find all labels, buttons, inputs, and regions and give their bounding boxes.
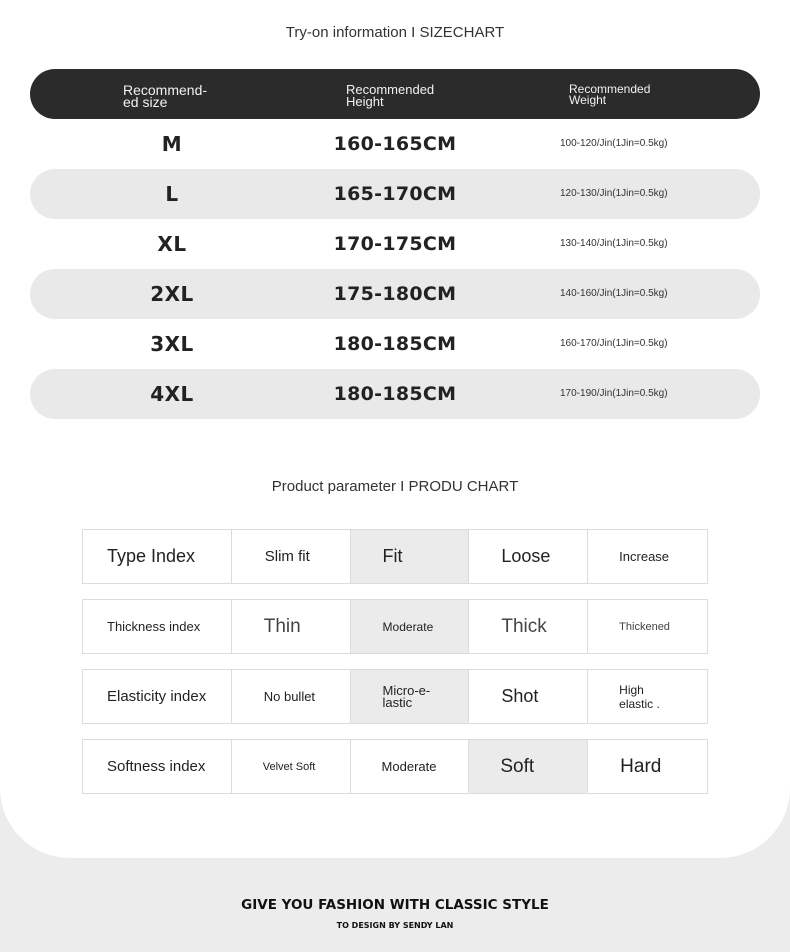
- footer-tagline: GIVE YOU FASHION WITH CLASSIC STYLE: [241, 897, 549, 913]
- header-weight: [569, 84, 689, 106]
- param-option-selected: [351, 670, 470, 723]
- height-value: 160-165CM: [333, 133, 457, 155]
- param-label: [83, 530, 232, 583]
- size-row-xl: [30, 219, 760, 269]
- param-option: [588, 670, 707, 723]
- param-option: [232, 600, 351, 653]
- param-option: [469, 670, 588, 723]
- param-option: [351, 740, 470, 793]
- param-option: [232, 670, 351, 723]
- param-label: [83, 670, 232, 723]
- param-label: [83, 600, 232, 653]
- param-option: [469, 600, 588, 653]
- param-option: [588, 600, 707, 653]
- header-weight-line2: Weight: [569, 93, 607, 107]
- height-value: 175-180CM: [333, 283, 457, 305]
- param-row-elasticity: [82, 669, 708, 724]
- parameter-chart-title: Product parameter I PRODU CHART: [271, 478, 519, 495]
- param-option: [469, 530, 588, 583]
- height-value: 180-185CM: [333, 383, 457, 405]
- height-value: 170-175CM: [333, 233, 457, 255]
- footer-credit: TO DESIGN BY SENDY LAN: [336, 921, 454, 930]
- weight-value: 120-130/Jin(1Jin=0.5kg): [560, 188, 668, 199]
- size-value: 3XL: [150, 332, 194, 356]
- param-option-text: Moderate: [381, 759, 437, 774]
- size-row-3xl: [30, 319, 760, 369]
- header-height-line1: Recommended: [346, 82, 435, 97]
- param-label-text: Thickness index: [107, 619, 201, 634]
- header-size-line2: ed size: [123, 94, 168, 110]
- param-label-text: Type Index: [107, 546, 196, 566]
- header-height-line2: Height: [346, 94, 384, 109]
- height-value: 165-170CM: [333, 183, 457, 205]
- param-row-type: [82, 529, 708, 584]
- param-option-text: No bullet: [263, 689, 316, 704]
- param-option-text: Hard: [620, 755, 662, 777]
- size-value: M: [161, 132, 183, 156]
- weight-value: 170-190/Jin(1Jin=0.5kg): [560, 388, 668, 399]
- param-label-text: Elasticity index: [107, 688, 207, 705]
- param-option-text: Fit: [382, 546, 403, 566]
- param-option: [232, 530, 351, 583]
- param-option: [588, 740, 707, 793]
- param-option-text: High elastic .: [619, 682, 660, 711]
- param-option-selected: [351, 600, 470, 653]
- param-option-text: Loose: [501, 546, 551, 566]
- size-row-4xl: [30, 369, 760, 419]
- param-label: [83, 740, 232, 793]
- param-option-text: Thick: [501, 615, 547, 637]
- size-value: 2XL: [150, 282, 194, 306]
- param-option-text: Thickened: [619, 620, 670, 633]
- size-row-l: [30, 169, 760, 219]
- header-height: [346, 84, 466, 108]
- param-option: [232, 740, 351, 793]
- param-option-selected: [469, 740, 588, 793]
- header-size: [123, 84, 233, 108]
- param-option-selected: [351, 530, 470, 583]
- param-option: [588, 530, 707, 583]
- height-value: 180-185CM: [333, 333, 457, 355]
- header-size-line1: Recommend-: [123, 82, 208, 98]
- header-weight-line1: Recommended: [569, 82, 651, 96]
- param-option-text: Velvet Soft: [262, 760, 316, 773]
- param-row-softness: [82, 739, 708, 794]
- size-chart-title: Try-on information I SIZECHART: [285, 24, 505, 41]
- size-value: 4XL: [150, 382, 194, 406]
- size-value: L: [165, 182, 179, 206]
- param-option-text: Moderate: [382, 619, 434, 634]
- param-row-thickness: [82, 599, 708, 654]
- weight-value: 130-140/Jin(1Jin=0.5kg): [560, 238, 668, 249]
- size-value: XL: [157, 232, 187, 256]
- param-option-text: Soft: [500, 755, 535, 777]
- param-option-text: Shot: [501, 686, 539, 706]
- param-label-text: Softness index: [107, 758, 206, 775]
- size-row-2xl: [30, 269, 760, 319]
- param-option-text: Micro-e- lastic: [382, 682, 431, 710]
- param-option-text: Thin: [263, 615, 301, 637]
- size-row-m: [30, 119, 760, 169]
- param-option-text: Slim fit: [264, 548, 310, 565]
- weight-value: 140-160/Jin(1Jin=0.5kg): [560, 288, 668, 299]
- weight-value: 100-120/Jin(1Jin=0.5kg): [560, 138, 668, 149]
- size-chart-header: [30, 69, 760, 119]
- param-option-text: Increase: [619, 549, 670, 564]
- weight-value: 160-170/Jin(1Jin=0.5kg): [560, 338, 668, 349]
